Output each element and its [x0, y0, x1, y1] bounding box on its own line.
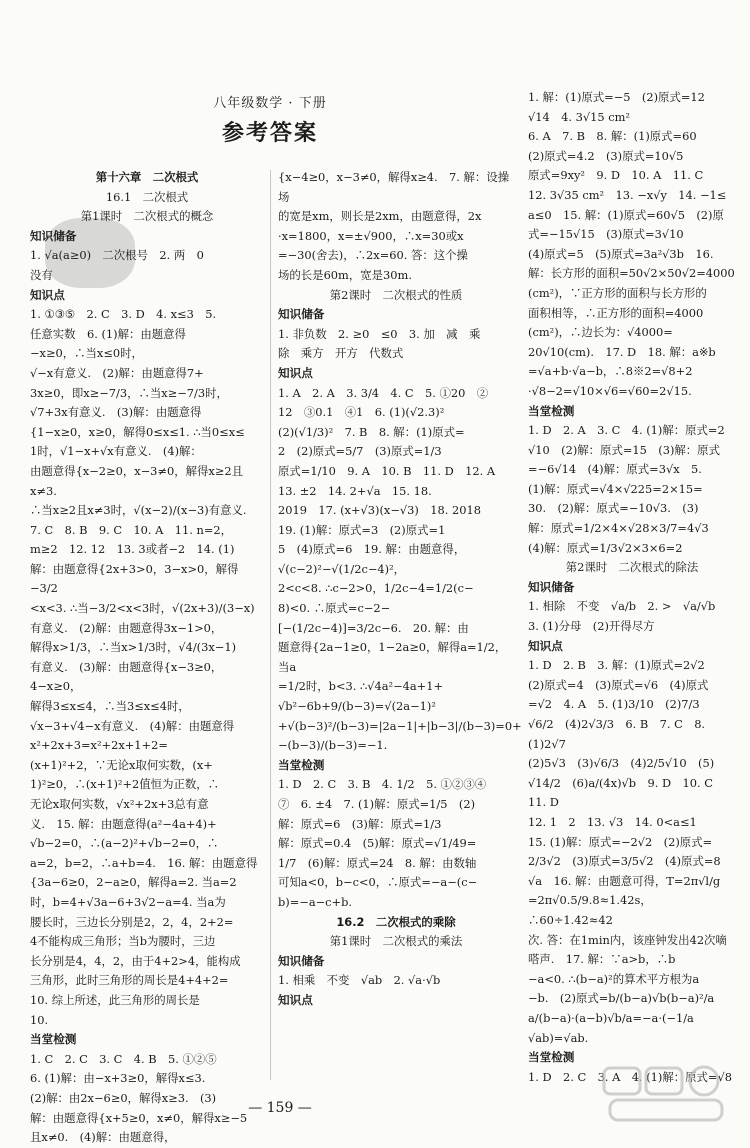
answer-line: √a 16. 解：由题意可得，T=2π√l/g — [528, 873, 721, 888]
answer-column-right — [528, 88, 736, 1098]
answer-line: (x+1)²+2，∵无论x取何实数，(x+ — [30, 757, 213, 772]
answer-line: 的宽是xm，则长是2xm，由题意得，2x — [278, 209, 482, 224]
answer-line: 1/7 (6)解：原式=24 8. 解：由数轴 — [278, 855, 477, 870]
answer-line: 6. (1)解：由−x+3≥0，解得x≤3. — [30, 1071, 206, 1086]
answer-line: 解得x>1/3，∴当x>1/3时，√4/(3x−1) — [30, 640, 237, 655]
answer-line: 3. (1)分母 (2)开得尽方 — [528, 619, 655, 634]
section-title: 第1课时 二次根式的概念 — [80, 209, 214, 224]
answer-line: 原式=1/10 9. A 10. B 11. D 12. A — [278, 463, 496, 478]
answer-line: −x≥0，∴当x≤0时， — [30, 346, 143, 361]
answer-line: 5 (4)原式=6 19. 解：由题意得， — [278, 542, 466, 557]
section-heading: 知识点 — [528, 638, 563, 653]
section-heading: 当堂检测 — [30, 1032, 77, 1047]
answer-line: 解：原式=0.4 (5)解：原式=√1/49= — [278, 836, 477, 851]
answer-line: =√a+b·√a−b，∴8※2=√8+2 — [528, 364, 693, 379]
watermark-logo-icon — [600, 1062, 730, 1124]
answer-line: 2<c<8. ∴c−2>0，1/2c−4=1/2(c− — [278, 581, 474, 596]
answer-line: √10 (2)解：原式=15 (3)解：原式 — [528, 442, 720, 457]
answer-line: 6. A 7. B 8. 解：(1)原式=60 — [528, 129, 697, 144]
page-number: — 159 — — [248, 1100, 312, 1116]
answer-line: 1. 相乘 不变 √ab 2. √a·√b — [278, 973, 441, 988]
answer-line: 任意实数 6. (1)解：由题意得 — [30, 326, 186, 341]
answer-line: 1. C 2. C 3. C 4. B 5. ①②⑤ — [30, 1051, 217, 1066]
answer-line: (2)原式=4.2 (3)原式=10√5 — [528, 148, 684, 163]
answer-line: (cm²)，∵正方形的面积与长方形的 — [528, 285, 707, 300]
answer-line: 除 乘方 开方 代数式 — [278, 346, 404, 361]
answer-line: (4)原式=5 (5)原式=3a²√3b 16. — [528, 246, 714, 261]
answer-line: √−x有意义. (2)解：由题意得7+ — [30, 365, 204, 380]
answer-line: 1. D 2. C 3. B 4. 1/2 5. ①②③④ — [278, 777, 487, 792]
answer-line: 解得3≤x≤4，∴当3≤x≤4时， — [30, 699, 190, 714]
section-title: 16.1 二次根式 — [105, 189, 189, 204]
answer-line: 1时，√1−x+√x有意义. (4)解： — [30, 444, 202, 459]
answer-line: −a<0. ∴(b−a)²的算术平方根为a — [528, 971, 700, 986]
answer-line: 19. (1)解：原式=3 (2)原式=1 — [278, 522, 446, 537]
answer-line: 长分别是4，4，2，由于4+2>4，能构成 — [30, 953, 241, 968]
section-heading: 当堂检测 — [528, 1050, 575, 1065]
answer-line: m≥2 12. 12 13. 3或者−2 14. (1) — [30, 542, 235, 557]
answer-line: 可知a<0，b−c<0，∴原式=−a−(c− — [278, 875, 478, 890]
answer-line: 12. 1 2 13. √3 14. 0<a≤1 — [528, 814, 697, 829]
answer-line: +√(b−3)²/(b−3)=|2a−1|+|b−3|/(b−3)=0+ — [278, 718, 522, 733]
answer-line: 解：由题意得{x+5≥0，x≠0，解得x≥−5 — [30, 1110, 248, 1125]
answer-line: 2019 17. (x+√3)(x−√3) 18. 2018 — [278, 503, 481, 518]
section-heading: 知识点 — [278, 992, 313, 1007]
book-subtitle: 八年级数学 · 下册 — [213, 96, 327, 111]
answer-line: (2)解：由2x−6≥0，解得x≥3. (3) — [30, 1090, 217, 1105]
answer-line: 8)<0. ∴原式=c−2− — [278, 601, 391, 616]
section-heading: 当堂检测 — [528, 403, 575, 418]
answer-line: 由题意得{x−2≥0，x−3≠0，解得x≥2且x≠3. — [30, 463, 243, 498]
answer-line: {x−4≥0，x−3≠0，解得x≥4. 7. 解：设操场 — [278, 170, 510, 204]
answer-line: 场的长是60m，宽是30m. — [278, 267, 412, 282]
answer-line: 1. √a(a≥0) 二次根号 2. 两 0 — [30, 248, 204, 263]
section-title: 第2课时 二次根式的除法 — [565, 560, 699, 575]
answer-line: =−30(舍去)，∴2x=60. 答：这个操 — [278, 248, 468, 263]
answer-line: 10. 综上所述，此三角形的周长是 — [30, 992, 200, 1007]
section-title: 第十六章 二次根式 — [95, 170, 199, 184]
answer-line: 时，b=4+√3a−6+3√2−a=4. 当a为 — [30, 894, 226, 909]
answer-line: (1)解：原式=√4×√225=2×15= — [528, 481, 703, 496]
answer-line: 1)²≥0，∴(x+1)²+2值恒为正数，∴ — [30, 777, 220, 792]
answer-column-left — [30, 168, 264, 1145]
column-divider — [270, 170, 271, 1080]
answer-line: <x<3. ∴当−3/2<x<3时，√(2x+3)/(3−x) — [30, 601, 255, 616]
answer-line: 3x≥0，即x≥−7/3，∴当x≥−7/3时， — [30, 385, 228, 400]
answer-line: 12 ③0.1 ④1 6. (1)(√2.3)² — [278, 405, 445, 420]
answer-line: 三角形，此时三角形的周长是4+4+2= — [30, 973, 229, 988]
answer-line: 4不能构成三角形；当b为腰时，三边 — [30, 934, 216, 949]
answer-line: 13. ±2 14. 2+√a 15. 18. — [278, 483, 432, 498]
section-heading: 知识储备 — [278, 307, 325, 322]
answer-line: (cm²)，∴边长为：√4000= — [528, 325, 673, 340]
answer-line: 1. D 2. C 3. A 4. (1)解：原式=√8 — [528, 1069, 732, 1084]
answer-line: 30. (2)解：原式=−10√3. (3) — [528, 501, 699, 516]
answer-line: 1. 相除 不变 √a/b 2. > √a/√b — [528, 599, 716, 614]
answer-line: √14 4. 3√15 cm² — [528, 109, 630, 124]
answer-line: 题意得{2a−1≥0，1−2a≥0，解得a=1/2，当a — [278, 640, 507, 674]
answer-line: (2)(√1/3)² 7. B 8. 解：(1)原式= — [278, 424, 465, 439]
answer-line: (2)原式=4 (3)原式=√6 (4)原式 — [528, 677, 709, 692]
answer-line: 1. ①③⑤ 2. C 3. D 4. x≤3 5. — [30, 307, 217, 322]
section-title: 第1课时 二次根式的乘法 — [329, 934, 463, 949]
answer-line: 式=−15√15 (3)原式=3√10 — [528, 227, 684, 242]
section-heading: 知识储备 — [30, 228, 77, 243]
answer-line: =√2 4. A 5. (1)3/10 (2)7/3 — [528, 697, 700, 712]
answer-line: −b. (2)原式=b/(b−a)√b(b−a)²/a — [528, 991, 715, 1006]
answer-column-middle — [278, 168, 522, 1098]
answer-line: =1/2时，b<3. ∴√4a²−4a+1+ — [278, 679, 444, 694]
answer-line: 20√10(cm). 17. D 18. 解：a※b — [528, 344, 716, 359]
answer-line: a/(b−a)·(a−b)√b/a=−a·(−1/a — [528, 1010, 694, 1025]
answer-line: 且x≠0. (4)解：由题意得， — [30, 1130, 176, 1145]
answer-line: √b−2=0，∴(a−2)²+√b−2=0，∴ — [30, 836, 219, 851]
answer-line: √(c−2)²−√(1/2c−4)²， — [278, 561, 406, 576]
answer-line: √x−3+√4−x有意义. (4)解：由题意得x²+2x+3=x²+2x+1+2= — [30, 718, 235, 753]
answer-line: [−(1/2c−4)]=3/2c−6. 20. 解：由 — [278, 620, 469, 635]
answer-line: 没有 — [30, 267, 53, 282]
answer-line: ⑦ 6. ±4 7. (1)解：原式=1/5 (2) — [278, 797, 476, 811]
answer-line: 2 (2)原式=5/7 (3)原式=1/3 — [278, 444, 442, 459]
answer-line: √ab)=√ab. — [528, 1030, 589, 1045]
answer-line: {3a−6≥0，2−a≥0，解得a=2. 当a=2 — [30, 875, 237, 890]
answer-line: =−6√14 (4)解：原式=3√x 5. — [528, 462, 702, 477]
answer-line: 15. (1)解：原式=−2√2 (2)原式= — [528, 834, 713, 849]
answer-line: a≤0 15. 解：(1)原式=60√5 (2)原 — [528, 207, 724, 222]
page-title: 参考答案 — [221, 121, 318, 146]
answer-line: 无论x取何实数，√x²+2x+3总有意 — [30, 797, 209, 811]
answer-line: a=2，b=2，∴a+b=4. 16. 解：由题意得 — [30, 855, 258, 870]
answer-line: −(b−3)/(b−3)=−1. — [278, 738, 388, 753]
answer-line: 有意义. (2)解：由题意得3x−1>0， — [30, 620, 223, 635]
answer-line: 解：原式=6 (3)解：原式=1/3 — [278, 816, 442, 831]
answer-line: b)=−a−c+b. — [278, 894, 352, 909]
section-title: 第2课时 二次根式的性质 — [329, 287, 463, 302]
answer-line: 次. 答：在1min内，该座钟发出42次嘀 — [528, 932, 727, 947]
answer-line: 义. 15. 解：由题意得(a²−4a+4)+ — [30, 816, 217, 831]
answer-line: 腰长时，三边长分别是2，2，4，2+2= — [30, 914, 234, 929]
answer-line: 解：长方形的面积=50√2×50√2=4000 — [528, 266, 735, 281]
answer-line: √b²−6b+9/(b−3)=√(2a−1)² — [278, 699, 436, 714]
answer-line: =2π√0.5/9.8≈1.42s，∴60÷1.42≈42 — [528, 893, 652, 927]
answer-line: 2/3√2 (3)原式=3/5√2 (4)原式=8 — [528, 854, 721, 869]
answer-line: 1. A 2. A 3. 3/4 4. C 5. ①20 ② — [278, 385, 489, 400]
answer-line: 有意义. (3)解：由题意得{x−3≥0，4−x≥0， — [30, 659, 223, 694]
answer-line: ·√8−2=√10×√6=√60=2√15. — [528, 383, 692, 398]
section-heading: 当堂检测 — [278, 757, 325, 772]
section-heading: 知识储备 — [528, 579, 575, 594]
answer-line: 原式=9xy² 9. D 10. A 11. C — [528, 168, 704, 183]
answer-line: 嗒声. 17. 解：∵a>b，∴b — [528, 952, 676, 967]
answer-line: √7+3x有意义. (3)解：由题意得 — [30, 405, 202, 420]
section-title: 16.2 二次根式的乘除 — [336, 914, 456, 929]
answer-line: 1. D 2. B 3. 解：(1)原式=2√2 — [528, 658, 705, 673]
section-heading: 知识点 — [30, 287, 65, 302]
answer-line: {1−x≥0，x≥0，解得0≤x≤1. ∴当0≤x≤ — [30, 424, 245, 439]
answer-line: 1. 解：(1)原式=−5 (2)原式=12 — [528, 90, 705, 104]
answer-line: (2)5√3 (3)√6/3 (4)2/5√10 (5) — [528, 756, 715, 771]
answer-line: 7. C 8. B 9. C 10. A 11. n=2， — [30, 522, 233, 537]
answer-line: 解：由题意得{2x+3>0，3−x>0，解得−3/2 — [30, 561, 239, 596]
section-heading: 知识储备 — [278, 953, 325, 968]
answer-line: 面积相等，∴正方形的面积=4000 — [528, 305, 704, 320]
answer-line: 12. 3√35 cm² 13. −x√y 14. −1≤ — [528, 187, 727, 202]
answer-line: 1. 非负数 2. ≥0 ≤0 3. 加 减 乘 — [278, 326, 481, 341]
answer-line: (4)解：原式=1/3√2×3×6=2 — [528, 540, 683, 555]
answer-line: √6/2 (4)2√3/3 6. B 7. C 8. (1)2√7 — [528, 717, 706, 751]
answer-line: 1. D 2. A 3. C 4. (1)解：原式=2 — [528, 423, 725, 438]
section-heading: 知识点 — [278, 365, 313, 380]
answer-line: 解：原式=1/2×4×√28×3/7=4√3 — [528, 521, 709, 536]
answer-line: √14/2 (6)a/(4x)√b 9. D 10. C 11. D — [528, 775, 725, 810]
answer-line: ·x=1800，x=±√900，∴x=30或x — [278, 228, 464, 243]
answer-line: 10. — [30, 1012, 49, 1027]
answer-line: ∴当x≥2且x≠3时，√(x−2)/(x−3)有意义. — [30, 503, 247, 518]
